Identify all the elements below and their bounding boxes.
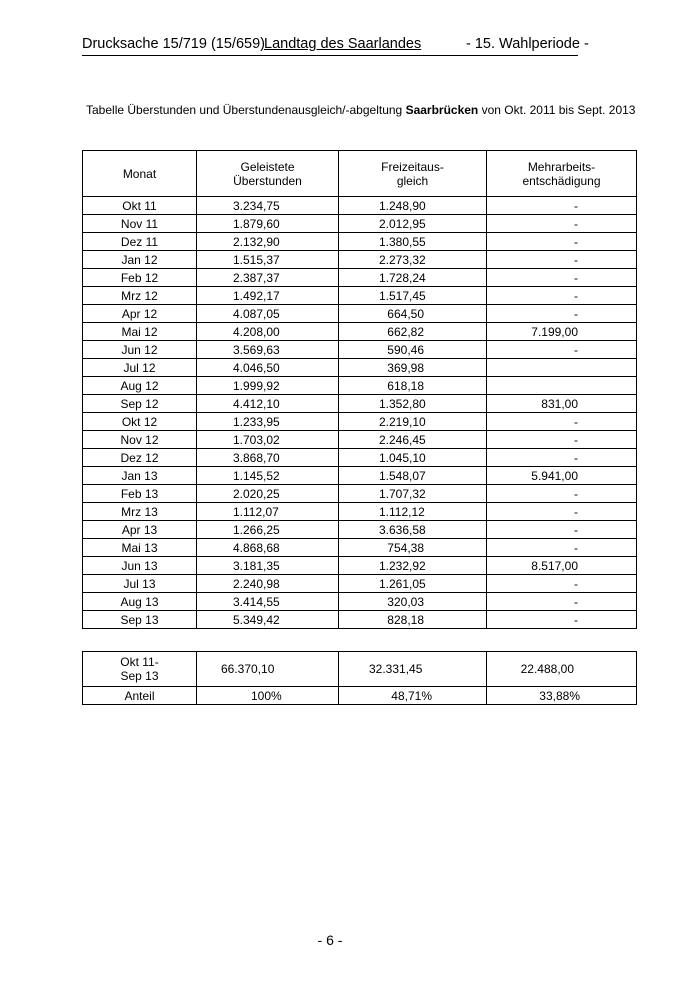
cell-monat: Jan 13 — [83, 467, 197, 485]
header-line: Freizeitaus- — [381, 159, 444, 174]
cell-freizeitausgleich: 1.232,92 — [339, 557, 487, 575]
column-header-mehrarbeit — [487, 151, 637, 197]
table-caption — [86, 103, 636, 117]
cell-monat: Jun 13 — [83, 557, 197, 575]
cell-freizeitausgleich: 320,03 — [339, 593, 487, 611]
cell-mehrarbeit: - — [487, 215, 637, 233]
cell-monat: Feb 13 — [83, 485, 197, 503]
cell-ueberstunden: 1.879,60 — [197, 215, 339, 233]
cell-ueberstunden: 4.046,50 — [197, 359, 339, 377]
table-row — [83, 539, 637, 557]
cell-mehrarbeit: 5.941,00 — [487, 467, 637, 485]
cell-mehrarbeit: - — [487, 269, 637, 287]
cell-ueberstunden: 2.132,90 — [197, 233, 339, 251]
cell-monat: Jul 12 — [83, 359, 197, 377]
cell-mehrarbeit — [487, 377, 637, 395]
page-header — [82, 36, 589, 56]
cell-ueberstunden: 3.569,63 — [197, 341, 339, 359]
cell-mehrarbeit: - — [487, 485, 637, 503]
cell-monat: Mai 13 — [83, 539, 197, 557]
cell-monat: Dez 12 — [83, 449, 197, 467]
table-row — [83, 251, 637, 269]
share-mehrarbeit: 33,88% — [487, 687, 637, 705]
table-header-row — [83, 151, 637, 197]
cell-ueberstunden: 1.492,17 — [197, 287, 339, 305]
cell-ueberstunden: 4.412,10 — [197, 395, 339, 413]
cell-freizeitausgleich: 2.219,10 — [339, 413, 487, 431]
cell-monat: Apr 13 — [83, 521, 197, 539]
table-row — [83, 413, 637, 431]
summary-total-row — [83, 652, 637, 687]
table-row — [83, 503, 637, 521]
cell-mehrarbeit: - — [487, 305, 637, 323]
cell-ueberstunden: 1.999,92 — [197, 377, 339, 395]
summary-share-row — [83, 687, 637, 705]
cell-monat: Mrz 12 — [83, 287, 197, 305]
table-row — [83, 431, 637, 449]
cell-mehrarbeit — [487, 359, 637, 377]
cell-ueberstunden: 1.266,25 — [197, 521, 339, 539]
cell-ueberstunden: 3.181,35 — [197, 557, 339, 575]
cell-mehrarbeit: - — [487, 611, 637, 629]
total-period-label — [83, 652, 197, 687]
table-row — [83, 611, 637, 629]
cell-ueberstunden: 1.703,02 — [197, 431, 339, 449]
overtime-table — [82, 150, 637, 629]
cell-mehrarbeit: - — [487, 341, 637, 359]
header-line: gleich — [396, 173, 429, 188]
cell-monat: Sep 13 — [83, 611, 197, 629]
cell-ueberstunden: 3.234,75 — [197, 197, 339, 215]
table-row — [83, 197, 637, 215]
cell-monat: Nov 11 — [83, 215, 197, 233]
document-number: Drucksache 15/719 (15/659) — [82, 36, 265, 52]
cell-ueberstunden: 2.240,98 — [197, 575, 339, 593]
cell-monat: Dez 11 — [83, 233, 197, 251]
cell-mehrarbeit: 8.517,00 — [487, 557, 637, 575]
table-row — [83, 377, 637, 395]
cell-freizeitausgleich: 662,82 — [339, 323, 487, 341]
cell-ueberstunden: 4.087,05 — [197, 305, 339, 323]
column-header-monat — [83, 151, 197, 197]
table-row — [83, 395, 637, 413]
cell-ueberstunden: 3.414,55 — [197, 593, 339, 611]
header-line: Monat — [122, 166, 157, 181]
total-label-line: Sep 13 — [120, 669, 159, 683]
legislative-period: - 15. Wahlperiode - — [466, 36, 589, 52]
cell-freizeitausgleich: 1.707,32 — [339, 485, 487, 503]
cell-mehrarbeit: - — [487, 539, 637, 557]
cell-freizeitausgleich: 3.636,58 — [339, 521, 487, 539]
table-row — [83, 305, 637, 323]
cell-mehrarbeit: - — [487, 233, 637, 251]
share-label: Anteil — [83, 687, 197, 705]
table-row — [83, 341, 637, 359]
cell-monat: Sep 12 — [83, 395, 197, 413]
caption-text-after: von Okt. 2011 bis Sept. 2013 — [478, 103, 636, 117]
share-freizeitausgleich: 48,71% — [339, 687, 487, 705]
cell-freizeitausgleich: 369,98 — [339, 359, 487, 377]
cell-freizeitausgleich: 1.261,05 — [339, 575, 487, 593]
cell-freizeitausgleich: 1.248,90 — [339, 197, 487, 215]
table-row — [83, 233, 637, 251]
cell-freizeitausgleich: 754,38 — [339, 539, 487, 557]
cell-ueberstunden: 4.208,00 — [197, 323, 339, 341]
cell-freizeitausgleich: 1.517,45 — [339, 287, 487, 305]
cell-freizeitausgleich: 1.380,55 — [339, 233, 487, 251]
cell-monat: Feb 12 — [83, 269, 197, 287]
cell-ueberstunden: 5.349,42 — [197, 611, 339, 629]
cell-mehrarbeit: - — [487, 413, 637, 431]
cell-freizeitausgleich: 618,18 — [339, 377, 487, 395]
cell-mehrarbeit: - — [487, 503, 637, 521]
cell-ueberstunden: 3.868,70 — [197, 449, 339, 467]
cell-mehrarbeit: - — [487, 575, 637, 593]
cell-mehrarbeit: 7.199,00 — [487, 323, 637, 341]
header-line: Mehrarbeits- — [527, 159, 596, 174]
cell-ueberstunden: 1.515,37 — [197, 251, 339, 269]
table-row — [83, 485, 637, 503]
cell-freizeitausgleich: 1.728,24 — [339, 269, 487, 287]
column-header-ueberstunden — [197, 151, 339, 197]
cell-monat: Mai 12 — [83, 323, 197, 341]
table-row — [83, 287, 637, 305]
cell-freizeitausgleich: 1.352,80 — [339, 395, 487, 413]
total-freizeitausgleich: 32.331,45 — [339, 652, 487, 687]
table-body — [83, 197, 637, 629]
cell-monat: Jan 12 — [83, 251, 197, 269]
header-rule — [82, 55, 578, 56]
table-row — [83, 575, 637, 593]
cell-monat: Aug 13 — [83, 593, 197, 611]
header-line: Geleistete — [240, 159, 295, 174]
cell-monat: Jul 13 — [83, 575, 197, 593]
cell-monat: Apr 12 — [83, 305, 197, 323]
cell-freizeitausgleich: 1.112,12 — [339, 503, 487, 521]
cell-mehrarbeit: 831,00 — [487, 395, 637, 413]
caption-text-before: Tabelle Überstunden und Überstundenausgleich/-abgeltung — [86, 103, 406, 117]
table-row — [83, 359, 637, 377]
cell-freizeitausgleich: 1.548,07 — [339, 467, 487, 485]
header-line: entschädigung — [522, 173, 601, 188]
total-mehrarbeit: 22.488,00 — [487, 652, 637, 687]
cell-ueberstunden: 2.020,25 — [197, 485, 339, 503]
table-row — [83, 323, 637, 341]
total-ueberstunden: 66.370,10 — [197, 652, 339, 687]
cell-freizeitausgleich: 2.012,95 — [339, 215, 487, 233]
cell-ueberstunden: 4.868,68 — [197, 539, 339, 557]
table-row — [83, 521, 637, 539]
share-ueberstunden: 100% — [197, 687, 339, 705]
total-label-line: Okt 11- — [120, 655, 159, 669]
cell-freizeitausgleich: 828,18 — [339, 611, 487, 629]
cell-mehrarbeit: - — [487, 449, 637, 467]
cell-freizeitausgleich: 2.246,45 — [339, 431, 487, 449]
table-row — [83, 557, 637, 575]
header-line: Überstunden — [233, 173, 302, 188]
summary-table — [82, 651, 637, 705]
cell-mehrarbeit: - — [487, 287, 637, 305]
parliament-name: Landtag des Saarlandes — [264, 36, 422, 52]
cell-mehrarbeit: - — [487, 197, 637, 215]
cell-freizeitausgleich: 2.273,32 — [339, 251, 487, 269]
cell-monat: Okt 12 — [83, 413, 197, 431]
cell-ueberstunden: 1.233,95 — [197, 413, 339, 431]
cell-monat: Jun 12 — [83, 341, 197, 359]
cell-ueberstunden: 1.145,52 — [197, 467, 339, 485]
page-number: - 6 - — [317, 932, 343, 948]
cell-ueberstunden: 1.112,07 — [197, 503, 339, 521]
cell-mehrarbeit: - — [487, 251, 637, 269]
caption-city: Saarbrücken — [405, 103, 479, 117]
cell-monat: Mrz 13 — [83, 503, 197, 521]
cell-monat: Nov 12 — [83, 431, 197, 449]
cell-freizeitausgleich: 590,46 — [339, 341, 487, 359]
table-row — [83, 269, 637, 287]
column-header-freizeitausgleich — [339, 151, 487, 197]
cell-monat: Okt 11 — [83, 197, 197, 215]
cell-freizeitausgleich: 664,50 — [339, 305, 487, 323]
table-row — [83, 467, 637, 485]
cell-ueberstunden: 2.387,37 — [197, 269, 339, 287]
table-row — [83, 215, 637, 233]
cell-freizeitausgleich: 1.045,10 — [339, 449, 487, 467]
table-row — [83, 449, 637, 467]
table-row — [83, 593, 637, 611]
cell-monat: Aug 12 — [83, 377, 197, 395]
cell-mehrarbeit: - — [487, 431, 637, 449]
cell-mehrarbeit: - — [487, 593, 637, 611]
cell-mehrarbeit: - — [487, 521, 637, 539]
